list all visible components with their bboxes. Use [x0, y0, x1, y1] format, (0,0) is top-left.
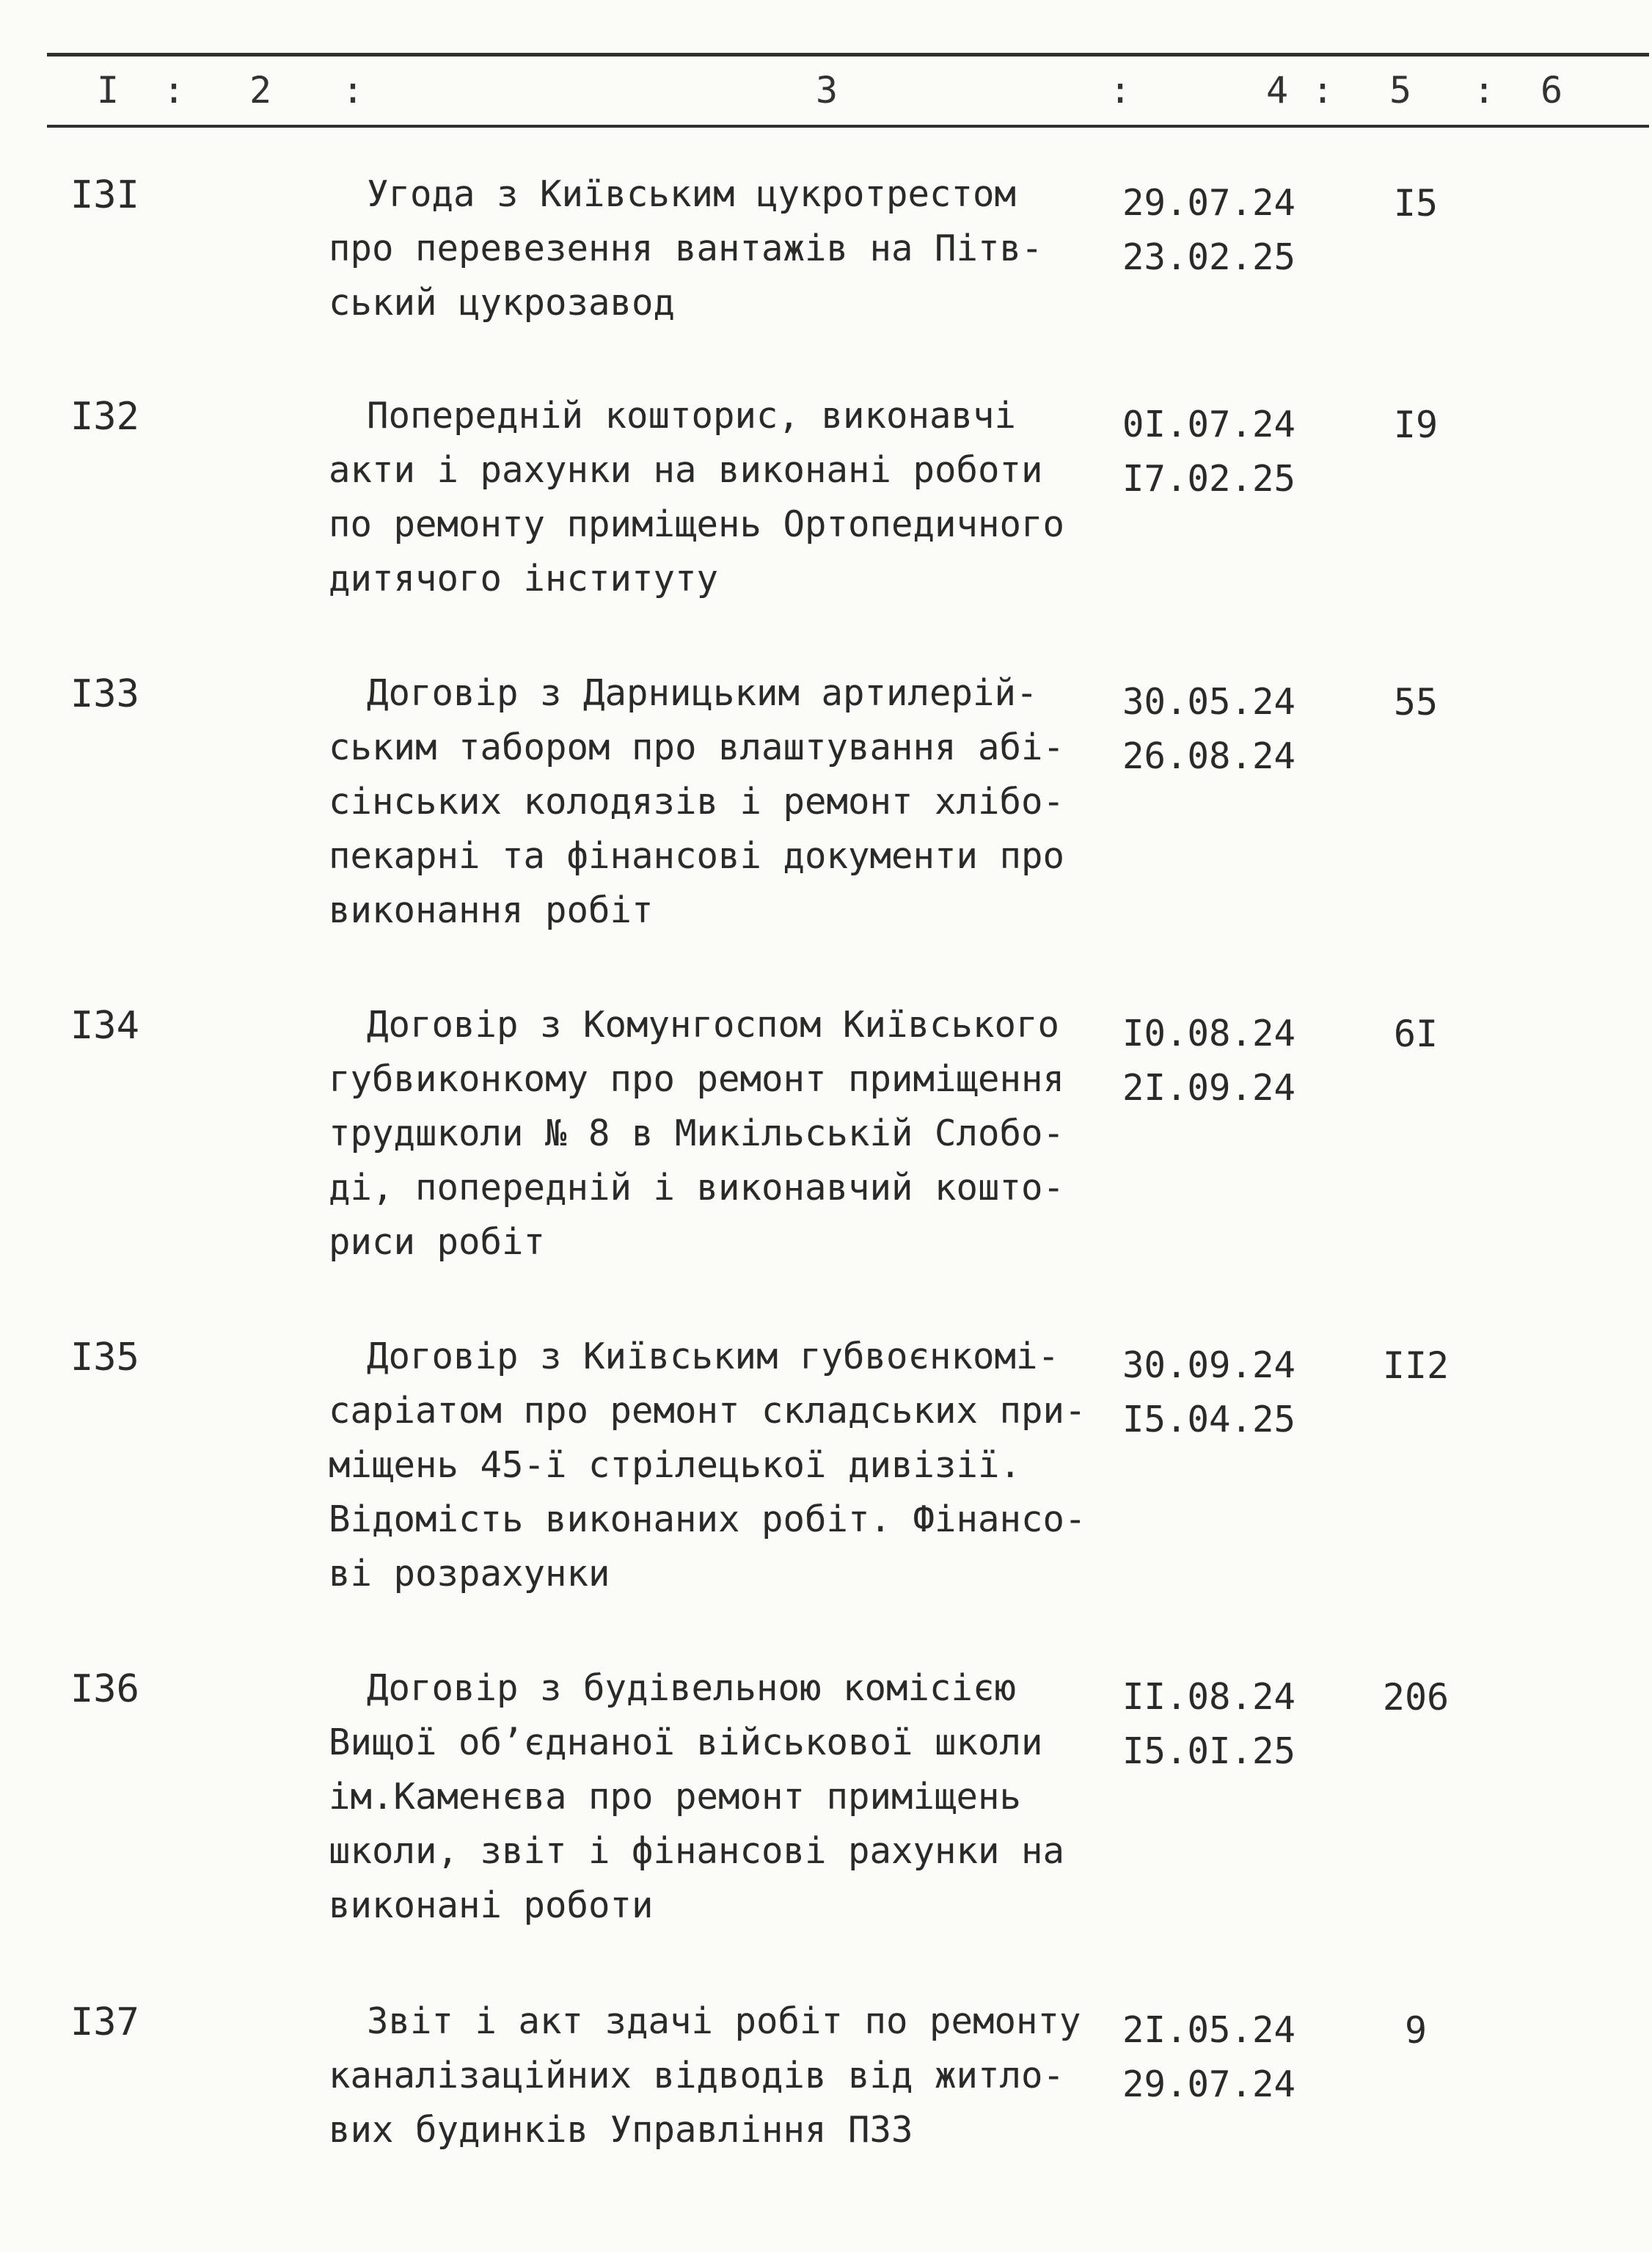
end-date: I7.02.25: [1122, 458, 1296, 500]
file-number: I32: [70, 395, 139, 439]
end-date: I5.04.25: [1122, 1399, 1296, 1440]
description-line: виконані роботи: [329, 1884, 654, 1926]
description-line: про перевезення вантажів на Пітв-: [329, 227, 1043, 269]
sheet-count: I9: [1393, 404, 1439, 446]
description-line: ський цукрозавод: [329, 282, 676, 324]
description-line: виконання робіт: [329, 889, 654, 931]
description-line: Договір з будівельною комісією: [367, 1667, 1017, 1709]
file-number: I35: [70, 1335, 139, 1380]
description-line: Договір з Комунгоспом Київського: [367, 1004, 1060, 1046]
description-line: риси робіт: [329, 1221, 546, 1263]
description-line: міщень 45-ї стрілецької дивізії.: [329, 1444, 1022, 1486]
column-header-1: I: [97, 69, 120, 112]
description-line: саріатом про ремонт складських при-: [329, 1390, 1086, 1432]
header-bottom-rule: [47, 125, 1649, 128]
file-dates: [1122, 1670, 1295, 1779]
description-line: Договір з Київським губвоєнкомі-: [367, 1335, 1060, 1377]
description-line: ді, попередній і виконавчий кошто-: [329, 1167, 1065, 1209]
file-dates: [1122, 176, 1295, 285]
file-dates: [1122, 675, 1295, 784]
sheet-count: 206: [1382, 1676, 1450, 1719]
column-separator: :: [1312, 69, 1334, 112]
description-line: школи, звіт і фінансові рахунки на: [329, 1830, 1065, 1872]
file-number: I33: [70, 672, 139, 716]
description-line: Звіт і акт здачі робіт по ремонту: [367, 2000, 1081, 2042]
file-description: [329, 1330, 1121, 1601]
description-line: каналізаційних відводів від житло-: [329, 2055, 1065, 2096]
file-description: [329, 1994, 1121, 2157]
start-date: 29.07.24: [1122, 182, 1296, 224]
file-dates: [1122, 1338, 1295, 1447]
file-number: I37: [70, 2000, 139, 2044]
start-date: 0I.07.24: [1122, 404, 1296, 445]
start-date: I0.08.24: [1122, 1013, 1296, 1054]
file-number: I3I: [70, 173, 139, 217]
end-date: I5.0I.25: [1122, 1730, 1296, 1772]
start-date: 2I.05.24: [1122, 2009, 1296, 2051]
column-separator: :: [163, 69, 186, 112]
column-header-2: 2: [249, 69, 272, 112]
description-line: вих будинків Управління ПЗЗ: [329, 2109, 913, 2151]
description-line: сінських колодязів і ремонт хлібо-: [329, 781, 1065, 823]
description-line: по ремонту приміщень Ортопедичного: [329, 503, 1065, 545]
description-line: губвиконкому про ремонт приміщення: [329, 1058, 1065, 1100]
description-line: пекарні та фінансові документи про: [329, 835, 1065, 877]
file-description: [329, 998, 1121, 1269]
file-description: [329, 167, 1121, 330]
end-date: 26.08.24: [1122, 735, 1296, 777]
sheet-count: 6I: [1393, 1013, 1439, 1055]
description-line: Відомість виконаних робіт. Фінансо-: [329, 1498, 1086, 1540]
description-line: Попередній кошторис, виконавчі: [367, 395, 1017, 437]
end-date: 23.02.25: [1122, 236, 1296, 278]
file-number: I36: [70, 1667, 139, 1711]
start-date: 30.09.24: [1122, 1344, 1296, 1386]
column-separator: :: [342, 69, 365, 112]
file-dates: [1122, 2003, 1295, 2112]
description-line: дитячого інституту: [329, 558, 719, 600]
description-line: Вищої об’єднаної військової школи: [329, 1721, 1043, 1763]
description-line: ським табором про влаштування абі-: [329, 726, 1065, 768]
description-line: акти і рахунки на виконані роботи: [329, 449, 1043, 491]
start-date: II.08.24: [1122, 1676, 1296, 1718]
sheet-count: 9: [1404, 2009, 1428, 2052]
description-line: трудшколи № 8 в Микільській Слобо-: [329, 1112, 1065, 1154]
start-date: 30.05.24: [1122, 681, 1296, 723]
end-date: 2I.09.24: [1122, 1067, 1296, 1109]
file-dates: [1122, 398, 1295, 506]
file-description: [329, 389, 1121, 606]
file-description: [329, 666, 1121, 938]
end-date: 29.07.24: [1122, 2063, 1296, 2105]
description-line: Угода з Київським цукротрестом: [367, 173, 1017, 215]
column-header-5: 5: [1389, 69, 1412, 112]
sheet-count: 55: [1393, 681, 1439, 724]
sheet-count: I5: [1393, 182, 1439, 225]
sheet-count: II2: [1382, 1344, 1450, 1387]
file-description: [329, 1661, 1121, 1933]
column-separator: :: [1109, 69, 1132, 112]
header-top-rule: [47, 53, 1649, 57]
column-header-4: 4: [1266, 69, 1289, 112]
column-header-6: 6: [1540, 69, 1563, 112]
description-line: ві розрахунки: [329, 1553, 610, 1595]
column-separator: :: [1473, 69, 1496, 112]
file-dates: [1122, 1007, 1295, 1115]
column-header-3: 3: [816, 69, 838, 112]
description-line: ім.Каменєва про ремонт приміщень: [329, 1776, 1022, 1818]
description-line: Договір з Дарницьким артилерій-: [367, 672, 1038, 714]
file-number: I34: [70, 1004, 139, 1048]
